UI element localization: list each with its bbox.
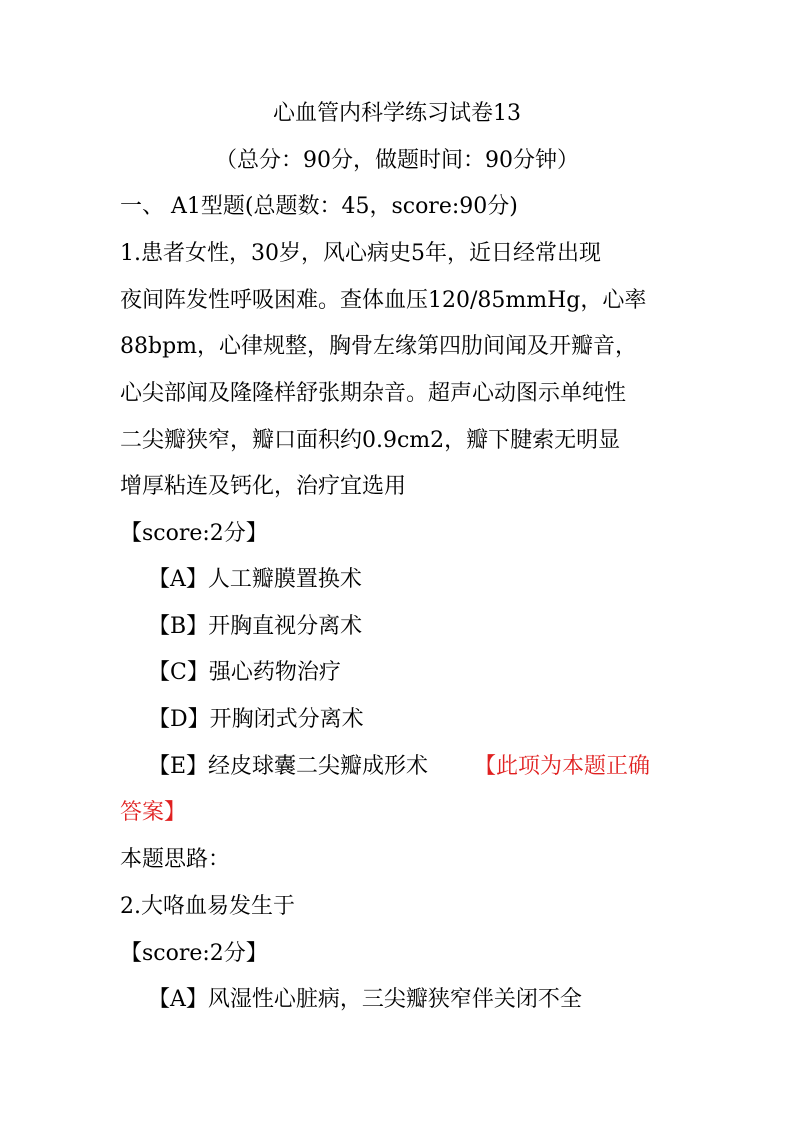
question-1-option-a: 【A】人工瓣膜置换术 — [148, 567, 362, 592]
document-title: 心血管内科学练习试卷13 — [273, 101, 521, 126]
question-1-stem-line: 88bpm，心律规整，胸骨左缘第四肋间闻及开瓣音， — [120, 334, 638, 359]
correct-answer-tag: 【此项为本题正确 — [474, 754, 651, 779]
question-1-analysis-label: 本题思路： — [120, 847, 231, 872]
question-1-score: 【score:2分】 — [120, 521, 268, 546]
question-1-stem-line: 二尖瓣狭窄，瓣口面积约0.9cm2，瓣下腱索无明显 — [120, 428, 621, 453]
correct-answer-tag-continued: 答案】 — [120, 800, 187, 825]
question-1-stem-line: 夜间阵发性呼吸困难。查体血压120/85mmHg，心率 — [120, 288, 647, 313]
question-1-stem-line: 心尖部闻及隆隆样舒张期杂音。超声心动图示单纯性 — [120, 381, 627, 406]
question-1-option-d: 【D】开胸闭式分离术 — [148, 707, 364, 732]
question-1-option-e: 【E】经皮球囊二尖瓣成形术 — [148, 754, 429, 779]
question-1-stem-line: 1.患者女性，30岁，风心病史5年，近日经常出现 — [120, 241, 601, 266]
question-1-option-c: 【C】强心药物治疗 — [148, 660, 341, 685]
question-2-score: 【score:2分】 — [120, 941, 268, 966]
question-2-option-a: 【A】风湿性心脏病，三尖瓣狭窄伴关闭不全 — [148, 987, 582, 1012]
question-2-stem-line: 2.大咯血易发生于 — [120, 894, 295, 919]
question-1-option-b: 【B】开胸直视分离术 — [148, 614, 363, 639]
document-subtitle: （总分：90分，做题时间：90分钟） — [215, 148, 579, 173]
section-heading: 一、 A1型题(总题数：45，score:90分) — [120, 194, 518, 219]
question-1-stem-line: 增厚粘连及钙化，治疗宜选用 — [120, 474, 407, 499]
